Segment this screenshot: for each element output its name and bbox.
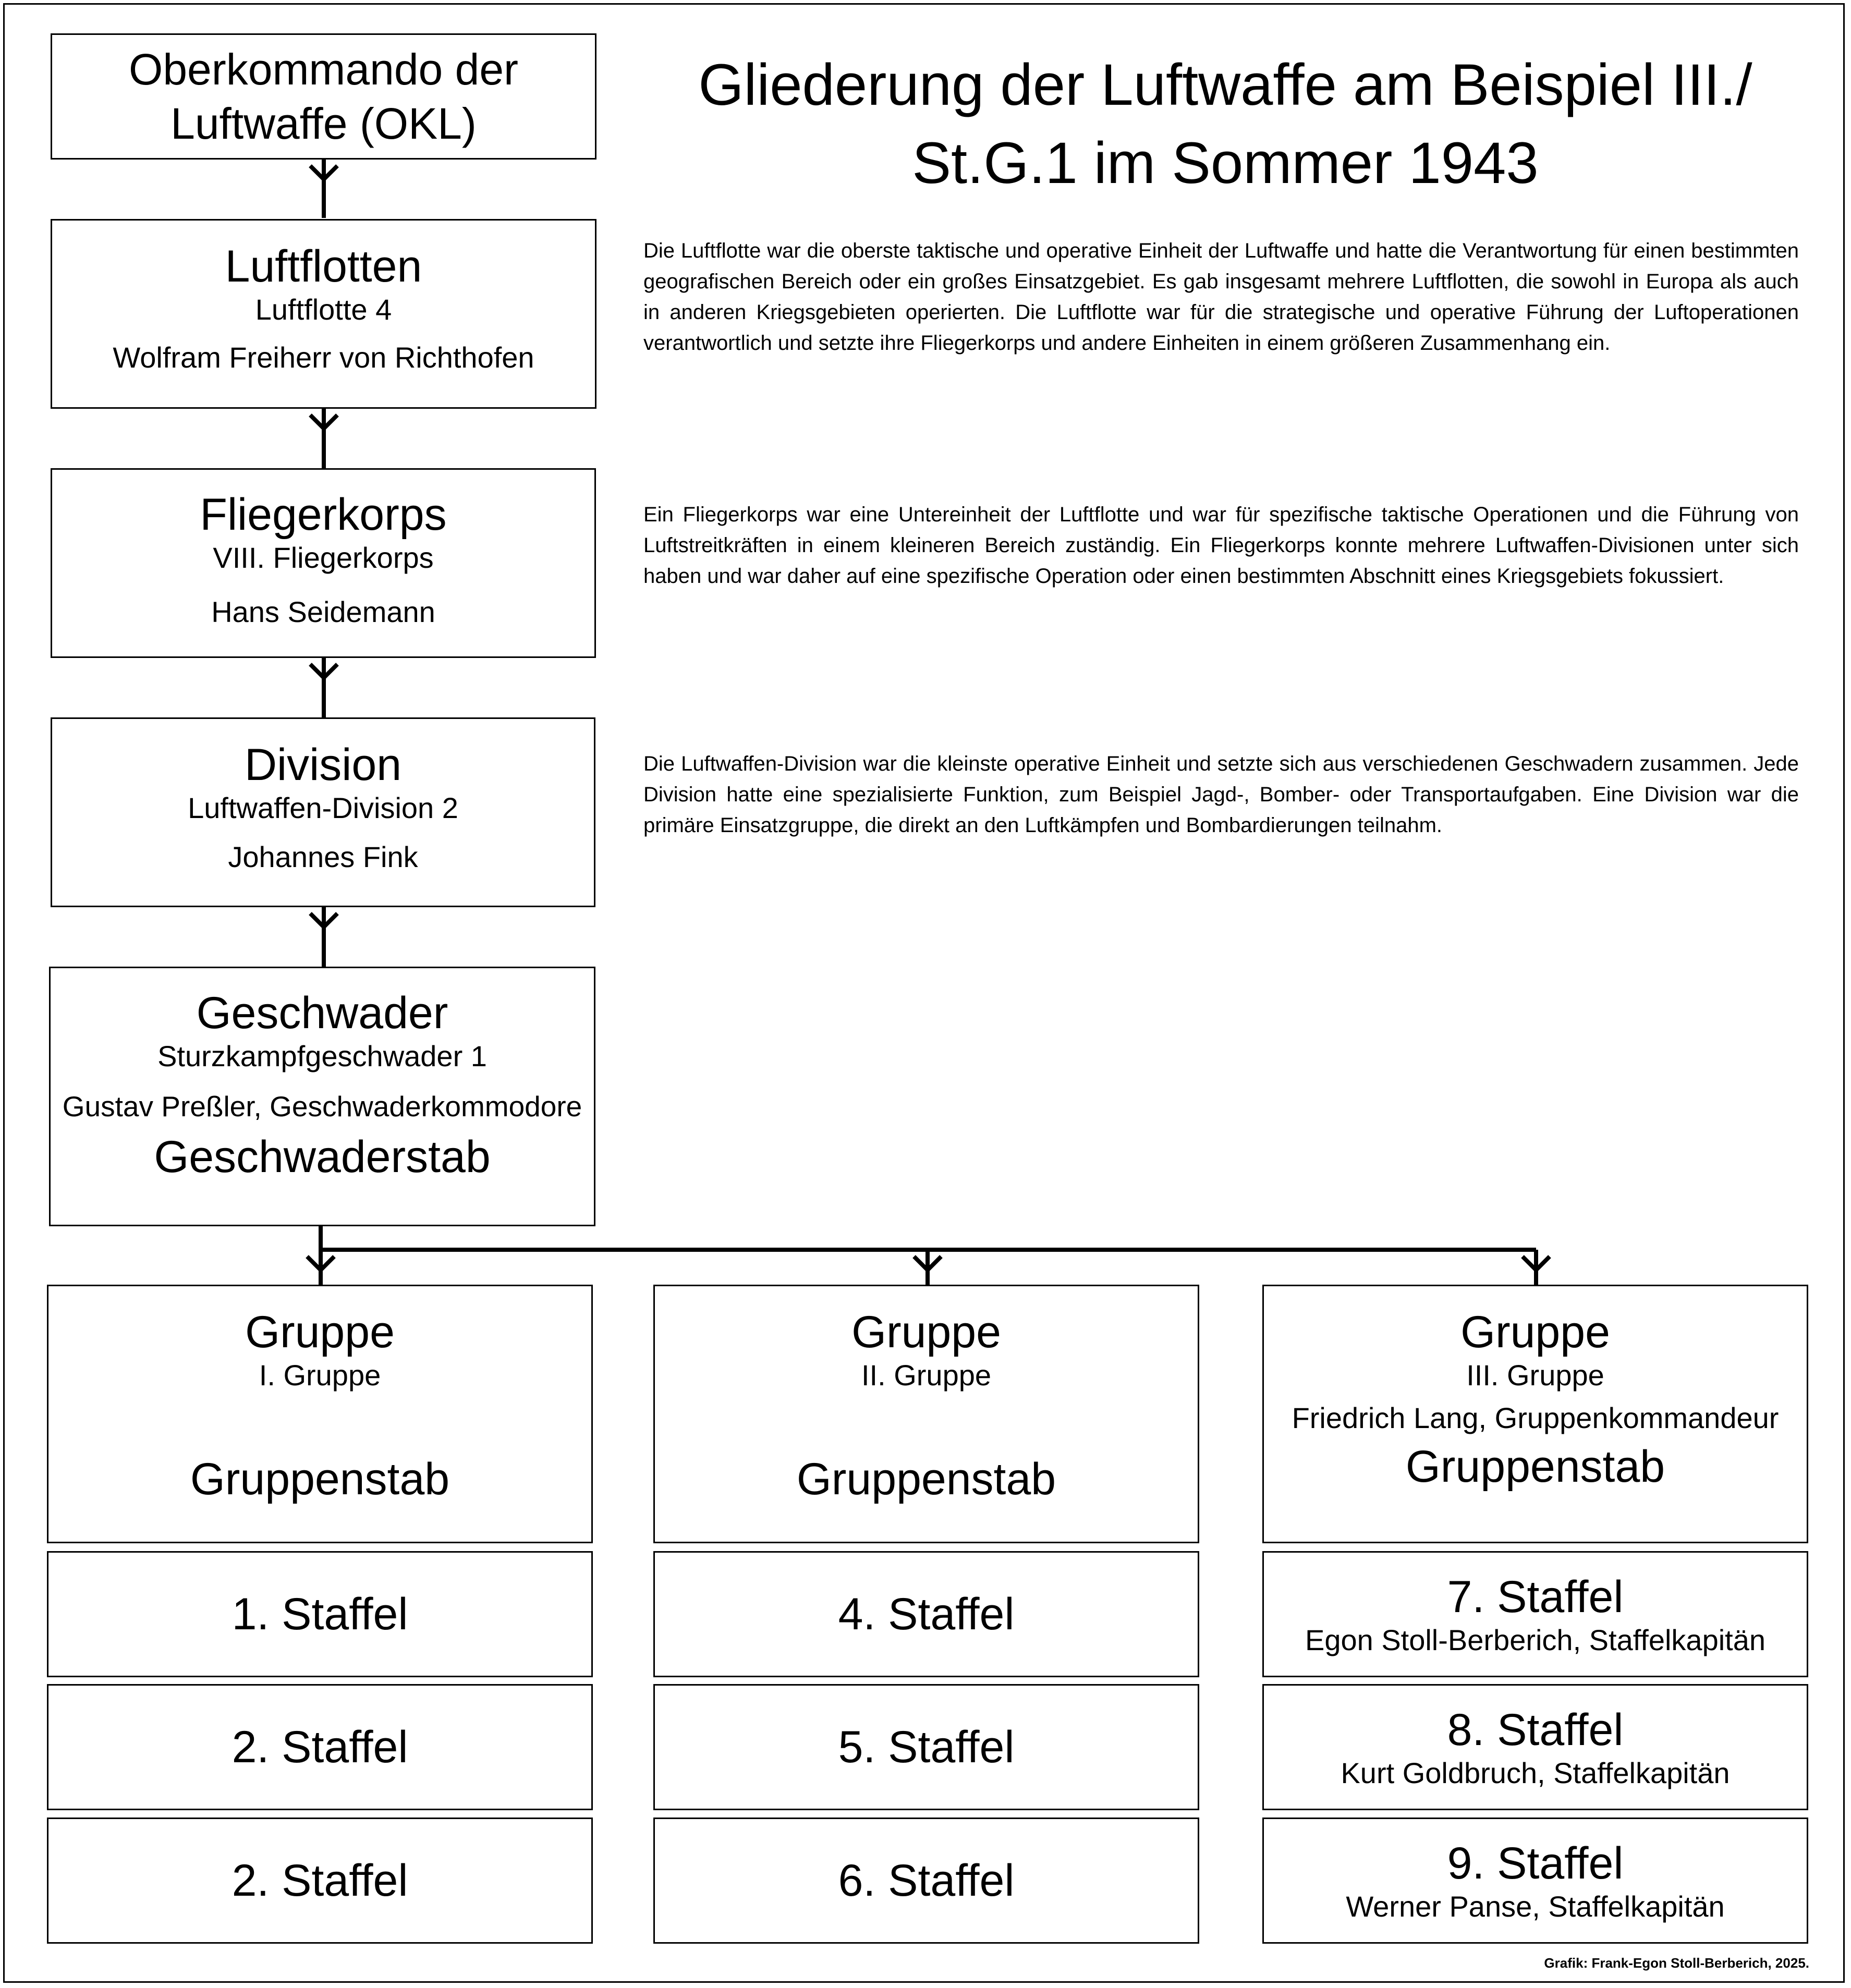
staffel-1-name: 1. Staffel <box>232 1589 408 1639</box>
gruppe-3-commander: Friedrich Lang, Gruppenkommandeur <box>1292 1401 1779 1434</box>
gruppe-1-unit: I. Gruppe <box>259 1359 381 1392</box>
staffel-9-leader: Werner Panse, Staffelkapitän <box>1346 1890 1725 1923</box>
gruppe-2-heading: Gruppe <box>851 1307 1001 1357</box>
fliegerkorps-commander: Hans Seidemann <box>211 595 435 628</box>
geschwader-heading: Geschwader <box>196 988 448 1038</box>
gruppe-3-heading: Gruppe <box>1460 1307 1610 1357</box>
staffel-5-name: 5. Staffel <box>838 1722 1015 1772</box>
gruppe-3-unit: III. Gruppe <box>1466 1359 1604 1392</box>
box-staffel-2 <box>47 1684 593 1810</box>
geschwader-unit: Sturzkampfgeschwader 1 <box>157 1040 487 1072</box>
staffel-7-name: 7. Staffel <box>1447 1572 1624 1622</box>
description-luftflotten: Die Luftflotte war die oberste taktische und operative Einheit der Luftwaffe und hatte die Verantwortung für einen bestimmten geografischen Bereich oder ein großes Einsatzgebiet. Es gab insgesamt mehrere Luftflotten, die sowohl in Europa als auch in anderen Kriegsgebieten operierten. Die Luftflotte war für die strategische und operative Führung der Luftoperationen verantwortlich und setzte ihre Fliegerkorps und andere Einheiten in einem größeren Zusammenhang ein. <box>643 239 1799 355</box>
box-staffel-8 <box>1262 1684 1808 1810</box>
okl-line2: Luftwaffe (OKL) <box>171 99 477 148</box>
box-staffel-1 <box>47 1551 593 1677</box>
box-gruppe-1 <box>47 1285 593 1543</box>
geschwader-commander: Gustav Preßler, Geschwaderkommodore <box>62 1090 582 1123</box>
division-commander: Johannes Fink <box>228 840 418 873</box>
okl-line1: Oberkommando der <box>128 45 519 94</box>
box-staffel-7 <box>1262 1551 1808 1677</box>
staffel-4-name: 4. Staffel <box>838 1589 1015 1639</box>
luftflotten-unit: Luftflotte 4 <box>255 293 392 326</box>
fliegerkorps-unit: VIII. Fliegerkorps <box>213 541 434 574</box>
box-okl <box>51 33 596 160</box>
division-unit: Luftwaffen-Division 2 <box>188 791 458 824</box>
box-luftflotten <box>51 219 596 409</box>
staffel-2-name: 2. Staffel <box>232 1722 408 1772</box>
box-gruppe-2 <box>653 1285 1199 1543</box>
gruppe-2-unit: II. Gruppe <box>861 1359 992 1392</box>
description-fliegerkorps: Ein Fliegerkorps war eine Untereinheit der Luftflotte und war für spezifische taktische Operationen und die Führung von Luftstreitkräften in einem kleineren Bereich zuständig. Ein Fliegerkorps konnte mehrere Luftwaffen-Divisionen unter sich haben und war daher auf eine spezifische Operation oder einen bestimmten Abschnitt eines Kriegsgebiets fokussiert. <box>643 503 1799 588</box>
gruppe-1-stab: Gruppenstab <box>190 1454 450 1504</box>
box-gruppe-3 <box>1262 1285 1808 1543</box>
box-staffel-6 <box>653 1818 1199 1944</box>
staffel-8-name: 8. Staffel <box>1447 1705 1624 1755</box>
box-fliegerkorps <box>51 468 596 658</box>
box-division <box>51 717 595 907</box>
staffel-9-name: 9. Staffel <box>1447 1838 1624 1888</box>
staffel-8-leader: Kurt Goldbruch, Staffelkapitän <box>1341 1757 1730 1789</box>
description-division: Die Luftwaffen-Division war die kleinste operative Einheit und setzte sich aus verschiedenen Geschwadern zusammen. Jede Division hatte eine spezialisierte Funktion, zum Beispiel Jagd-, Bomber- oder Transportaufgaben. Eine Division war die primäre Einsatzgruppe, die direkt an den Luftkämpfen und Bombardierungen teilnahm. <box>643 752 1799 837</box>
gruppe-2-stab: Gruppenstab <box>796 1454 1056 1504</box>
fliegerkorps-heading: Fliegerkorps <box>200 490 447 540</box>
gruppe-3-stab: Gruppenstab <box>1405 1442 1665 1492</box>
box-staffel-4 <box>653 1551 1199 1677</box>
page-title: Gliederung der Luftwaffe am Beispiel III./ St.G.1 im Sommer 1943 <box>698 52 1752 196</box>
box-staffel-3 <box>47 1818 593 1944</box>
staffel-6-name: 6. Staffel <box>838 1856 1015 1906</box>
credit-line: Grafik: Frank-Egon Stoll-Berberich, 2025. <box>1544 1955 1809 1971</box>
box-staffel-5 <box>653 1684 1199 1810</box>
box-geschwader <box>49 967 595 1226</box>
division-heading: Division <box>244 740 402 790</box>
luftflotten-commander: Wolfram Freiherr von Richthofen <box>113 341 534 374</box>
staffel-3-name: 2. Staffel <box>232 1856 408 1906</box>
gruppe-1-heading: Gruppe <box>245 1307 395 1357</box>
box-staffel-9 <box>1262 1818 1808 1944</box>
luftflotten-heading: Luftflotten <box>225 241 422 291</box>
geschwader-stab: Geschwaderstab <box>154 1132 491 1182</box>
staffel-7-leader: Egon Stoll-Berberich, Staffelkapitän <box>1305 1624 1766 1656</box>
